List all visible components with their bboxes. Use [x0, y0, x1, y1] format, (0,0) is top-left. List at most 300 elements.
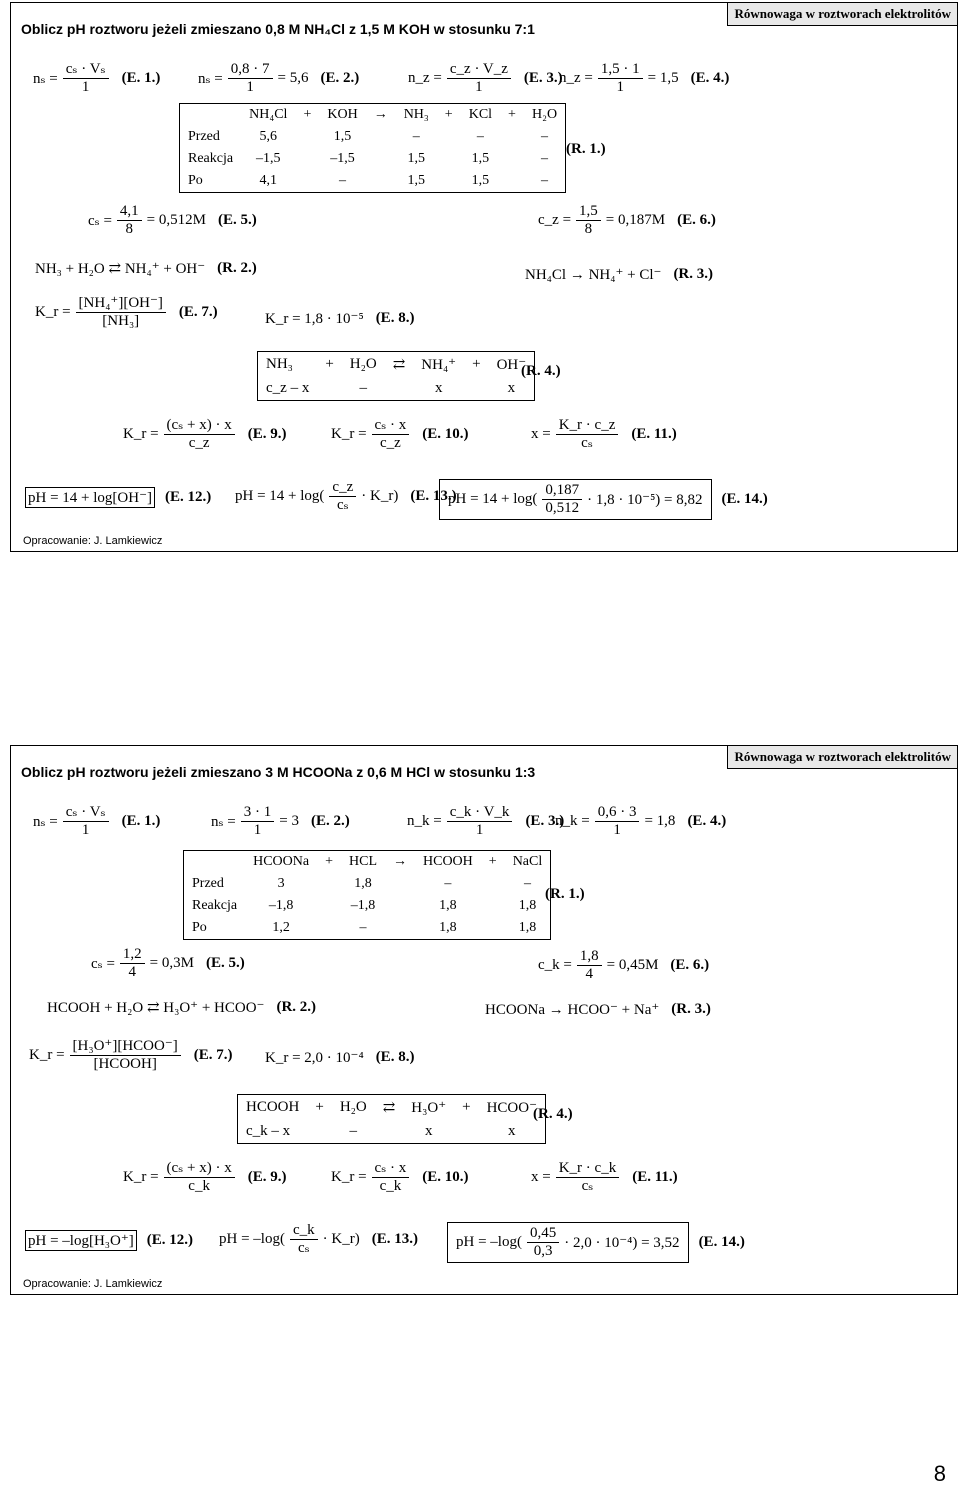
equation-e12 — [25, 487, 211, 508]
eq-lhs: nₛ = — [211, 814, 236, 830]
equilibrium-table — [237, 1094, 546, 1144]
table-cell: 1,8 — [354, 876, 372, 891]
eq-label: (E. 6.) — [677, 212, 716, 228]
eq-label: (E. 12.) — [146, 1232, 194, 1248]
table-header — [180, 104, 566, 127]
eq-rhs: · 2,0 · 10⁻⁴) = 3,52 — [564, 1235, 680, 1251]
fraction — [63, 804, 109, 839]
fraction-denominator: 0,512 — [545, 500, 580, 516]
table-cell: 1,8 — [518, 920, 537, 935]
table-cell: + — [508, 107, 516, 122]
fraction-numerator: c_z — [329, 479, 356, 497]
table-cell: 3 — [277, 876, 285, 891]
table-cell — [437, 126, 461, 148]
table-label: (R. 4.) — [533, 1106, 573, 1122]
fraction-denominator: 1 — [253, 822, 262, 838]
eq-lhs: cₛ = — [91, 956, 115, 972]
table-row — [258, 352, 535, 378]
equation-e7 — [33, 295, 218, 330]
equation-e4 — [553, 804, 726, 839]
table-cell: Po — [192, 920, 207, 935]
fraction — [290, 1222, 318, 1257]
eq-label: (E. 1.) — [121, 813, 161, 829]
fraction — [164, 1160, 235, 1195]
fraction-numerator: 3 · 1 — [241, 804, 275, 822]
fraction — [556, 1160, 619, 1195]
table-cell: – — [541, 173, 548, 188]
table-label: (R. 4.) — [521, 363, 561, 379]
table-cell: 1,5 — [471, 151, 490, 166]
eq-rhs: = 1,5 — [647, 70, 679, 86]
equation-e1 — [31, 804, 160, 839]
eq-rhs: = 0,45M — [606, 957, 659, 973]
fraction-denominator: 1 — [616, 79, 624, 95]
eq-rhs: = 1,8 — [644, 813, 676, 829]
fraction-denominator: c_k — [188, 1178, 210, 1194]
fraction-numerator: cₛ · x — [372, 1160, 410, 1178]
table-label: (R. 1.) — [566, 141, 606, 157]
reaction-table — [179, 103, 566, 193]
fraction-numerator: cₛ · Vₛ — [63, 61, 109, 79]
equation-e14 — [439, 479, 768, 520]
slide-panel-2 — [10, 745, 958, 1295]
table-cell: x — [508, 1123, 516, 1139]
table-cell: ⇄ — [392, 357, 406, 373]
eq-rhs: = 0,3M — [149, 955, 194, 971]
fraction — [76, 295, 166, 330]
eq-label: (E. 11.) — [631, 426, 677, 442]
table-cell: 1,8 — [439, 920, 457, 935]
reaction-text: NH₃ + H₂O ⇄ NH₄⁺ + OH⁻ — [35, 261, 206, 277]
table-cell — [385, 377, 414, 401]
table-cell: 5,6 — [259, 129, 278, 144]
fraction — [63, 61, 109, 96]
table-cell — [481, 895, 505, 917]
table-cell: NaCl — [512, 854, 543, 869]
author-credit: Opracowanie: J. Lamkiewicz — [23, 535, 163, 547]
fraction-denominator: [HCOOH] — [93, 1056, 157, 1072]
table-cell: – — [359, 920, 367, 935]
table-cell — [375, 1120, 404, 1144]
fraction — [577, 948, 602, 983]
fraction-denominator: cₛ — [336, 497, 349, 513]
reaction-text: HCOONa → HCOO⁻ + Na⁺ — [485, 1002, 660, 1018]
eq-label: (E. 10.) — [422, 1169, 469, 1185]
table-cell: – — [476, 129, 484, 144]
equation-e9 — [121, 1160, 286, 1195]
fraction-numerator: 0,6 · 3 — [595, 804, 640, 822]
equation-e14 — [447, 1222, 745, 1263]
eq-rhs: · K_r) — [322, 1231, 360, 1247]
eq-label: (R. 3.) — [671, 1001, 711, 1017]
table-row — [184, 873, 551, 895]
eq-label: (E. 14.) — [698, 1234, 745, 1250]
eq-label: (E. 11.) — [632, 1169, 678, 1185]
eq-label: (E. 2.) — [320, 70, 360, 86]
table-cell — [500, 126, 524, 148]
eq-text: pH = –log[H₃O⁺] — [25, 1230, 137, 1251]
fraction-denominator: 1 — [475, 822, 484, 838]
topic-tag: Równowaga w roztworach elektrolitów — [727, 745, 958, 769]
topic-tag: Równowaga w roztworach elektrolitów — [727, 2, 958, 26]
eq-label: (R. 3.) — [673, 266, 714, 282]
fraction-denominator: cₛ — [297, 1240, 310, 1256]
table-cell: H₃O⁺ — [411, 1100, 447, 1116]
table-cell: 4,1 — [259, 173, 278, 188]
fraction-numerator: [H₃O⁺][HCOO⁻] — [70, 1038, 181, 1056]
table-cell: HCL — [349, 854, 377, 869]
table-cell: – — [541, 151, 548, 166]
eq-label: (E. 3.) — [523, 70, 563, 86]
table-cell — [307, 1120, 331, 1144]
table-cell — [317, 917, 341, 940]
table-cell: x — [507, 380, 516, 396]
table-cell: – — [541, 129, 548, 144]
equation-e8 — [263, 309, 414, 328]
equilibrium-table — [257, 351, 535, 401]
eq-lhs: x = — [531, 426, 551, 442]
equation-e5 — [86, 203, 257, 238]
eq-lhs: x = — [531, 1169, 551, 1185]
table-cell: 1,5 — [333, 129, 352, 144]
fraction-numerator: c_k — [290, 1222, 318, 1240]
eq-lhs: c_k = — [538, 957, 572, 973]
fraction-denominator: c_k — [379, 1178, 402, 1194]
table-cell: x — [434, 380, 443, 396]
eq-label: (E. 5.) — [217, 212, 257, 228]
table-cell: HCOONa — [253, 854, 310, 869]
table-cell — [317, 873, 341, 895]
table-row — [258, 377, 535, 401]
table-cell: 1,5 — [407, 173, 425, 188]
table-cell: NH₄⁺ — [421, 357, 457, 373]
eq-lhs: pH = –log( — [456, 1234, 522, 1250]
eq-label: (R. 2.) — [276, 999, 317, 1015]
fraction-numerator: (cₛ + x) · x — [164, 1160, 235, 1178]
table-cell: –1,5 — [330, 151, 355, 166]
fraction-numerator: 1,8 — [577, 948, 602, 966]
eq-text: K_r = 2,0 · 10⁻⁴ — [265, 1050, 364, 1066]
fraction-numerator: 4,1 — [117, 203, 142, 221]
table-cell: x — [424, 1123, 433, 1139]
table-cell: – — [412, 129, 420, 144]
table-cell: + — [303, 107, 312, 122]
table-cell — [317, 377, 341, 401]
fraction — [241, 804, 275, 839]
table-cell: + — [325, 854, 333, 869]
table-cell — [295, 126, 319, 148]
reaction-r2 — [45, 998, 316, 1017]
fraction-denominator: 8 — [125, 221, 134, 237]
eq-rhs: · 1,8 · 10⁻⁵) = 8,82 — [587, 492, 703, 508]
fraction-numerator: 0,45 — [527, 1225, 559, 1243]
table-cell — [180, 104, 242, 127]
table-cell: c_z – x — [266, 380, 310, 396]
table-row — [180, 148, 566, 170]
table-cell: NH₃ — [266, 356, 293, 372]
fraction — [447, 61, 511, 96]
table-row — [180, 126, 566, 148]
table-cell: 1,2 — [272, 920, 290, 935]
eq-label: (E. 4.) — [687, 813, 727, 829]
table-cell — [385, 895, 415, 917]
fraction — [447, 804, 513, 839]
equation-e3 — [405, 804, 564, 839]
eq-lhs: K_r = — [331, 1169, 367, 1185]
table-cell: 1,8 — [439, 898, 457, 913]
table-cell — [500, 170, 524, 193]
table-cell — [295, 148, 319, 170]
fraction-denominator: 1 — [81, 822, 90, 838]
table-cell: HCOO⁻ — [486, 1100, 537, 1116]
fraction-denominator: 1 — [246, 79, 254, 95]
eq-lhs: pH = –log( — [219, 1231, 285, 1247]
table-cell: Przed — [192, 876, 224, 891]
table-cell: HCOOH — [246, 1099, 300, 1115]
fraction — [542, 482, 582, 517]
eq-label: (E. 6.) — [670, 957, 710, 973]
fraction-numerator: [NH₄⁺][OH⁻] — [76, 295, 166, 313]
fraction-numerator: c_k · V_k — [447, 804, 513, 822]
table-cell: HCOOH — [423, 854, 473, 869]
table-cell — [385, 873, 415, 895]
eq-lhs: n_k = — [555, 813, 590, 829]
eq-rhs: = 5,6 — [277, 70, 309, 86]
table-cell: – — [444, 876, 452, 891]
equation-e12 — [25, 1230, 193, 1251]
table-cell: –1,5 — [256, 151, 281, 166]
eq-lhs: n_k = — [407, 813, 442, 829]
equation-e11 — [529, 1160, 678, 1195]
table-cell — [317, 895, 341, 917]
eq-label: (R. 2.) — [217, 260, 257, 276]
fraction-numerator: K_r · c_k — [556, 1160, 619, 1178]
table-cell: 1,5 — [471, 173, 490, 188]
table-cell: NH₄Cl — [249, 107, 288, 122]
eq-text: pH = 14 + log[OH⁻] — [25, 487, 155, 508]
eq-rhs: = 0,187M — [605, 212, 666, 228]
fraction-denominator: 8 — [584, 221, 593, 237]
fraction-denominator: c_z — [188, 435, 210, 451]
table-row — [184, 895, 551, 917]
equation-e2 — [196, 61, 359, 96]
table-row — [238, 1120, 546, 1144]
fraction — [372, 417, 410, 452]
eq-label: (E. 9.) — [247, 426, 287, 442]
table-cell: + — [444, 107, 453, 122]
eq-rhs: = 0,512M — [146, 212, 206, 228]
fraction-numerator: cₛ · x — [372, 417, 410, 435]
table-header — [184, 851, 551, 874]
table-cell — [481, 873, 505, 895]
fraction — [556, 417, 619, 452]
author-credit: Opracowanie: J. Lamkiewicz — [23, 1278, 163, 1290]
table-cell — [437, 170, 461, 193]
fraction — [527, 1225, 559, 1260]
eq-lhs: K_r = — [123, 426, 159, 442]
eq-lhs: c_z = — [538, 212, 572, 228]
table-cell — [385, 917, 415, 940]
eq-label: (E. 7.) — [193, 1047, 233, 1063]
eq-label: (E. 3.) — [525, 813, 565, 829]
eq-label: (E. 5.) — [205, 955, 245, 971]
table-cell: Przed — [188, 129, 220, 144]
eq-label: (E. 1.) — [121, 70, 161, 86]
table-cell: –1,8 — [268, 898, 294, 913]
table-cell — [464, 377, 488, 401]
slide-title: Oblicz pH roztworu jeżeli zmieszano 0,8 M NH₄Cl z 1,5 M KOH w stosunku 7:1 — [21, 21, 535, 37]
table-cell: Po — [188, 173, 203, 188]
fraction-denominator: cₛ — [581, 435, 593, 451]
eq-rhs: · K_r) — [361, 488, 399, 504]
fraction-denominator: [NH₃] — [102, 313, 140, 329]
table-cell: → — [373, 107, 388, 122]
table-cell: – — [339, 173, 347, 188]
reaction-table — [183, 850, 551, 940]
fraction-numerator: cₛ · Vₛ — [63, 804, 109, 822]
equation-e9 — [121, 417, 286, 452]
table-cell: + — [315, 1099, 324, 1115]
equation-e8 — [263, 1048, 414, 1067]
eq-lhs: K_r = — [29, 1047, 65, 1063]
equation-e4 — [557, 61, 729, 96]
equation-e1 — [31, 61, 160, 96]
fraction-denominator: 1 — [475, 79, 483, 95]
fraction-denominator: cₛ — [581, 1178, 594, 1194]
reaction-text: NH₄Cl → NH₄⁺ + Cl⁻ — [525, 267, 662, 283]
equation-e6 — [536, 203, 716, 238]
table-cell: Reakcja — [192, 898, 238, 913]
eq-label: (E. 7.) — [178, 304, 218, 320]
table-cell: KOH — [327, 107, 358, 122]
fraction — [70, 1038, 181, 1073]
table-cell: 1,8 — [518, 898, 537, 913]
table-cell: KCl — [468, 107, 493, 122]
eq-label: (E. 8.) — [375, 1049, 415, 1065]
slide-title: Oblicz pH roztworu jeżeli zmieszano 3 M HCOONa z 0,6 M HCl w stosunku 1:3 — [21, 764, 536, 780]
table-cell: NH₃ — [403, 107, 429, 122]
table-cell — [437, 148, 461, 170]
eq-label: (E. 2.) — [310, 813, 350, 829]
table-cell: 1,5 — [407, 151, 425, 166]
table-cell: – — [359, 380, 367, 396]
table-cell: OH⁻ — [496, 357, 527, 373]
reaction-r2 — [33, 259, 257, 278]
fraction-denominator: 4 — [128, 964, 137, 980]
equation-e13 — [233, 479, 457, 514]
table-cell — [366, 148, 396, 170]
fraction-denominator: 0,3 — [533, 1243, 553, 1259]
table-cell — [366, 170, 396, 193]
table-cell: + — [325, 356, 334, 372]
table-cell: H₂O — [349, 356, 377, 372]
table-cell: H₂O — [339, 1099, 367, 1115]
eq-lhs: K_r = — [35, 304, 71, 320]
table-cell: ⇄ — [382, 1100, 396, 1116]
eq-lhs: pH = 14 + log( — [235, 488, 325, 504]
eq-lhs: K_r = — [123, 1169, 159, 1185]
table-cell: Reakcja — [188, 151, 234, 166]
table-cell: + — [472, 356, 481, 372]
eq-label: (E. 10.) — [422, 426, 469, 442]
eq-lhs: pH = 14 + log( — [448, 491, 538, 507]
table-cell — [184, 851, 246, 874]
equation-e10 — [329, 1160, 469, 1195]
eq-text: K_r = 1,8 · 10⁻⁵ — [265, 311, 364, 327]
equation-e3 — [406, 61, 563, 96]
fraction — [598, 61, 643, 96]
table-label: (R. 1.) — [545, 886, 585, 902]
table-cell — [454, 1120, 478, 1144]
fraction — [228, 61, 273, 96]
table-cell: + — [462, 1099, 471, 1115]
table-row — [184, 917, 551, 940]
fraction-numerator: 1,2 — [120, 946, 145, 964]
table-cell — [481, 917, 505, 940]
reaction-r3 — [483, 1000, 711, 1019]
equation-e2 — [209, 804, 350, 839]
reaction-r3 — [523, 265, 713, 284]
fraction-numerator: 1,5 · 1 — [598, 61, 643, 79]
equation-e13 — [217, 1222, 418, 1257]
eq-label: (E. 12.) — [165, 489, 212, 505]
eq-label: (E. 9.) — [247, 1169, 287, 1185]
eq-lhs: nₛ = — [33, 71, 58, 87]
fraction — [117, 203, 142, 238]
eq-lhs: nₛ = — [198, 71, 223, 87]
fraction-numerator: c_z · V_z — [447, 61, 511, 79]
table-cell — [295, 170, 319, 193]
eq-label: (E. 4.) — [690, 70, 730, 86]
table-cell — [500, 148, 524, 170]
equation-e10 — [329, 417, 469, 452]
eq-label: (E. 8.) — [375, 310, 415, 326]
fraction-denominator: 4 — [585, 966, 593, 982]
equation-e7 — [27, 1038, 233, 1073]
table-cell: c_k – x — [246, 1123, 291, 1139]
table-cell: – — [349, 1123, 358, 1139]
fraction — [576, 203, 601, 238]
equation-e5 — [89, 946, 245, 981]
eq-lhs: K_r = — [331, 426, 367, 442]
eq-lhs: n_z = — [559, 70, 593, 86]
fraction-numerator: 0,187 — [542, 482, 582, 500]
fraction-denominator: 1 — [613, 822, 621, 838]
fraction — [329, 479, 356, 514]
eq-lhs: n_z = — [408, 70, 442, 86]
table-cell: H₂O — [531, 107, 558, 122]
eq-rhs: = 3 — [279, 813, 299, 829]
eq-label: (E. 14.) — [721, 491, 768, 507]
table-row — [180, 170, 566, 193]
eq-label: (E. 13.) — [410, 488, 457, 504]
fraction-numerator: 0,8 · 7 — [228, 61, 273, 79]
table-cell: + — [488, 854, 497, 869]
equation-e11 — [529, 417, 677, 452]
reaction-text: HCOOH + H₂O ⇄ H₃O⁺ + HCOO⁻ — [47, 1000, 265, 1016]
page-number: 8 — [933, 1461, 946, 1486]
equation-e6 — [536, 948, 709, 983]
fraction — [595, 804, 640, 839]
fraction — [372, 1160, 410, 1195]
table-cell: – — [523, 876, 531, 891]
fraction — [120, 946, 145, 981]
fraction-numerator: K_r · c_z — [556, 417, 619, 435]
table-cell: → — [393, 854, 407, 869]
fraction-denominator: c_z — [379, 435, 401, 451]
eq-label: (E. 13.) — [371, 1231, 418, 1247]
fraction-numerator: 1,5 — [576, 203, 601, 221]
